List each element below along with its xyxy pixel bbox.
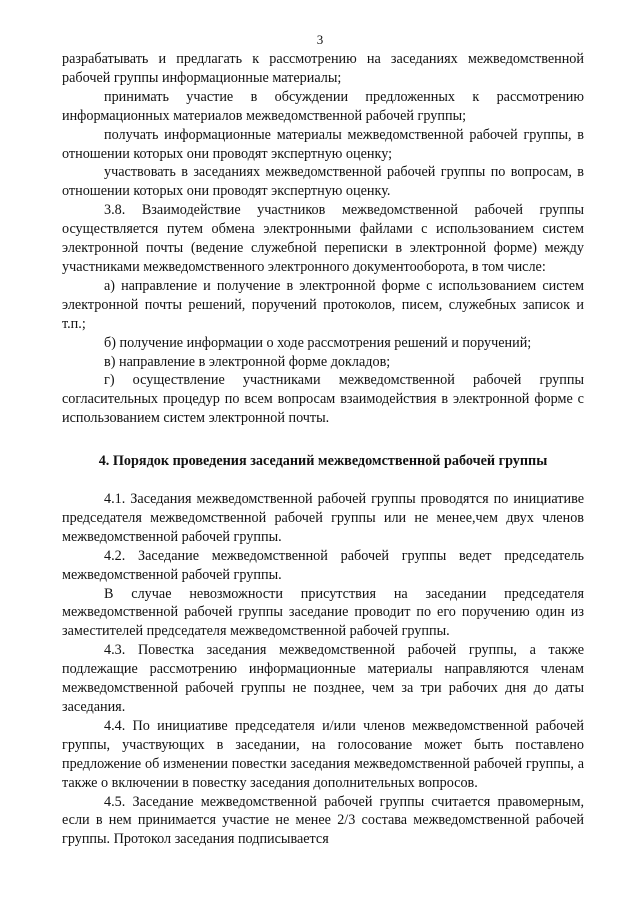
paragraph-4-4: 4.4. По инициативе председателя и/или членов межведомственной рабочей группы, участвующих в заседании, на голосование может быть поставлено предложение об изменении повестки заседания межведомственной рабочей группы, а также о включении в повестку заседания дополнительных вопросов. (62, 717, 584, 791)
paragraph-4-5: 4.5. Заседание межведомственной рабочей группы считается правомерным, если в нем принимается участие не менее 2/3 состава межведомственной рабочей группы. Протокол заседания подписывается (62, 793, 584, 848)
paragraph-receive: получать информационные материалы межведомственной рабочей группы, в отношении которых они проводят экспертную оценку; (62, 126, 584, 162)
list-item-g: г) осуществление участниками межведомственной рабочей группы согласительных процедур по всем вопросам взаимодействия в электронной форме с использованием систем электронной почты. (62, 372, 584, 427)
paragraph-intro-continuation: разрабатывать и предлагать к рассмотрению на заседаниях межведомственной рабочей группы информационные материалы; (62, 51, 584, 86)
paragraph-3-8: 3.8. Взаимодействие участников межведомственной рабочей группы осуществляется путем обмена электронными файлами с использованием систем электронной почты (ведение служебной переписки в электронной форме) между участниками межведомственного электронного документооборота, в том числе: (62, 202, 584, 275)
list-item-a: а) направление и получение в электронной форме с использованием систем электронной почты решений, поручений протоколов, писем, служебных записок и т.п.; (62, 277, 584, 332)
list-item-b: б) получение информации о ходе рассмотрения решений и поручений; (104, 334, 532, 351)
paragraph-4-3: 4.3. Повестка заседания межведомственной рабочей группы, а также подлежащие рассмотрению информационные материалы направляются членам межведомственной рабочей группы не позднее, чем за три рабочих дня до даты заседания. (62, 642, 584, 715)
paragraph-participate: принимать участие в обсуждении предложенных к рассмотрению информационных материалов межведомственной рабочей группы; (62, 88, 584, 124)
document-body (62, 50, 584, 849)
list-item-v: в) направление в электронной форме докладов; (104, 353, 391, 370)
paragraph-4-2: 4.2. Заседание межведомственной рабочей группы ведет председатель межведомственной рабочей группы. (62, 547, 584, 583)
paragraph-attend: участвовать в заседаниях межведомственной рабочей группы по вопросам, в отношении которых они проводят экспертную оценку. (62, 164, 584, 200)
paragraph-4-1: 4.1. Заседания межведомственной рабочей группы проводятся по инициативе председателя межведомственной рабочей группы или не менее,чем двух членов межведомственной рабочей группы. (62, 491, 584, 545)
page-number: 3 (316, 32, 324, 47)
section-heading: 4. Порядок проведения заседаний межведомственной рабочей группы (98, 453, 548, 470)
paragraph-4-2-absence: В случае невозможности присутствия на заседании председателя межведомственной рабочей группы заседание проводит по его поручению один из заместителей председателя межведомственной рабочей группы. (62, 585, 584, 640)
